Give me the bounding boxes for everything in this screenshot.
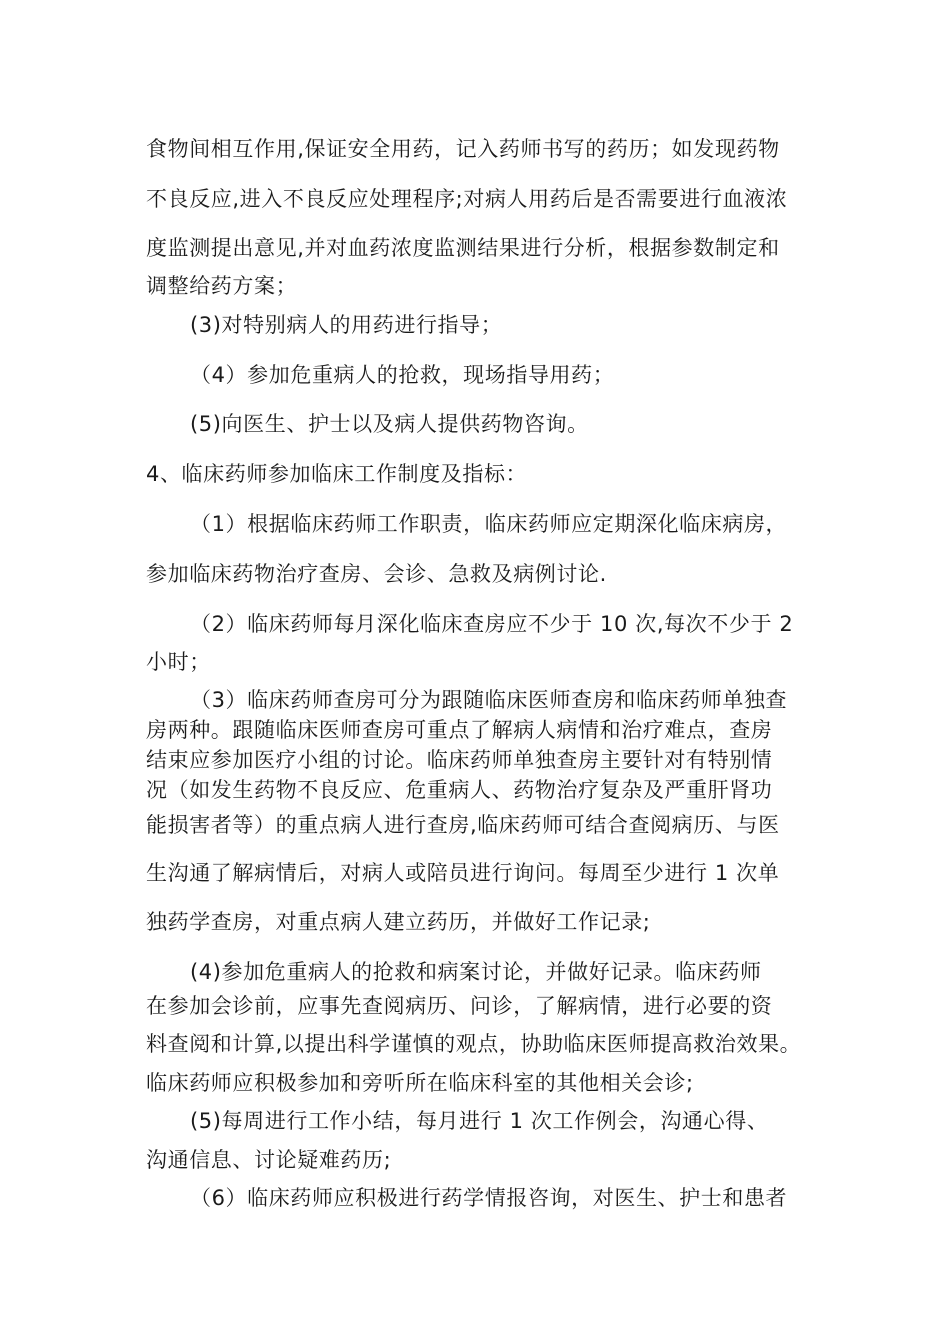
text-line: 参加临床药物治疗查房、会诊、急救及病例讨论. xyxy=(146,562,607,586)
section-heading: 4、临床药师参加临床工作制度及指标： xyxy=(146,462,528,486)
text-line: 调整给药方案； xyxy=(146,274,298,298)
text-line: 食物间相互作用,保证安全用药，记入药师书写的药历；如发现药物 xyxy=(146,137,780,161)
text-line: （2）临床药师每月深化临床查房应不少于 10 次,每次不少于 2 xyxy=(190,612,794,636)
text-line: 况（如发生药物不良反应、危重病人、药物治疗复杂及严重肝肾功 xyxy=(146,778,773,802)
text-line: (5)每周进行工作小结，每月进行 1 次工作例会，沟通心得、 xyxy=(190,1109,769,1133)
text-line: 不良反应,进入不良反应处理程序;对病人用药后是否需要进行血液浓 xyxy=(146,187,788,211)
text-line: (3)对特别病人的用药进行指导； xyxy=(190,313,503,337)
text-line: 生沟通了解病情后，对病人或陪员进行询问。每周至少进行 1 次单 xyxy=(146,861,780,885)
text-line: 小时； xyxy=(146,650,211,674)
text-line: 沟通信息、讨论疑难药历; xyxy=(146,1148,392,1172)
text-line: 料查阅和计算,以提出科学谨慎的观点，协助临床医师提高救治效果。 xyxy=(146,1032,802,1056)
text-line: (4)参加危重病人的抢救和病案讨论，并做好记录。临床药师 xyxy=(190,960,762,984)
text-line: 独药学查房，对重点病人建立药历，并做好工作记录; xyxy=(146,910,651,934)
text-line: （6）临床药师应积极进行药学情报咨询，对医生、护士和患者 xyxy=(190,1186,788,1210)
text-line: 在参加会诊前，应事先查阅病历、问诊，了解病情，进行必要的资 xyxy=(146,994,773,1018)
text-line: 度监测提出意见,并对血药浓度监测结果进行分析，根据参数制定和 xyxy=(146,236,780,260)
text-line: 临床药师应积极参加和旁听所在临床科室的其他相关会诊; xyxy=(146,1071,694,1095)
text-line: （4）参加危重病人的抢救，现场指导用药； xyxy=(190,363,615,387)
text-line: 能损害者等）的重点病人进行查房,临床药师可结合查阅病历、与医 xyxy=(146,813,780,837)
text-line: （1）根据临床药师工作职责，临床药师应定期深化临床病房， xyxy=(190,512,788,536)
text-line: 房两种。跟随临床医师查房可重点了解病人病情和治疗难点，查房 xyxy=(146,718,773,742)
text-line: (5)向医生、护士以及病人提供药物咨询。 xyxy=(190,412,589,436)
text-line: 结束应参加医疗小组的讨论。临床药师单独查房主要针对有特别情 xyxy=(146,748,773,772)
text-line: （3）临床药师查房可分为跟随临床医师查房和临床药师单独查 xyxy=(190,688,788,712)
